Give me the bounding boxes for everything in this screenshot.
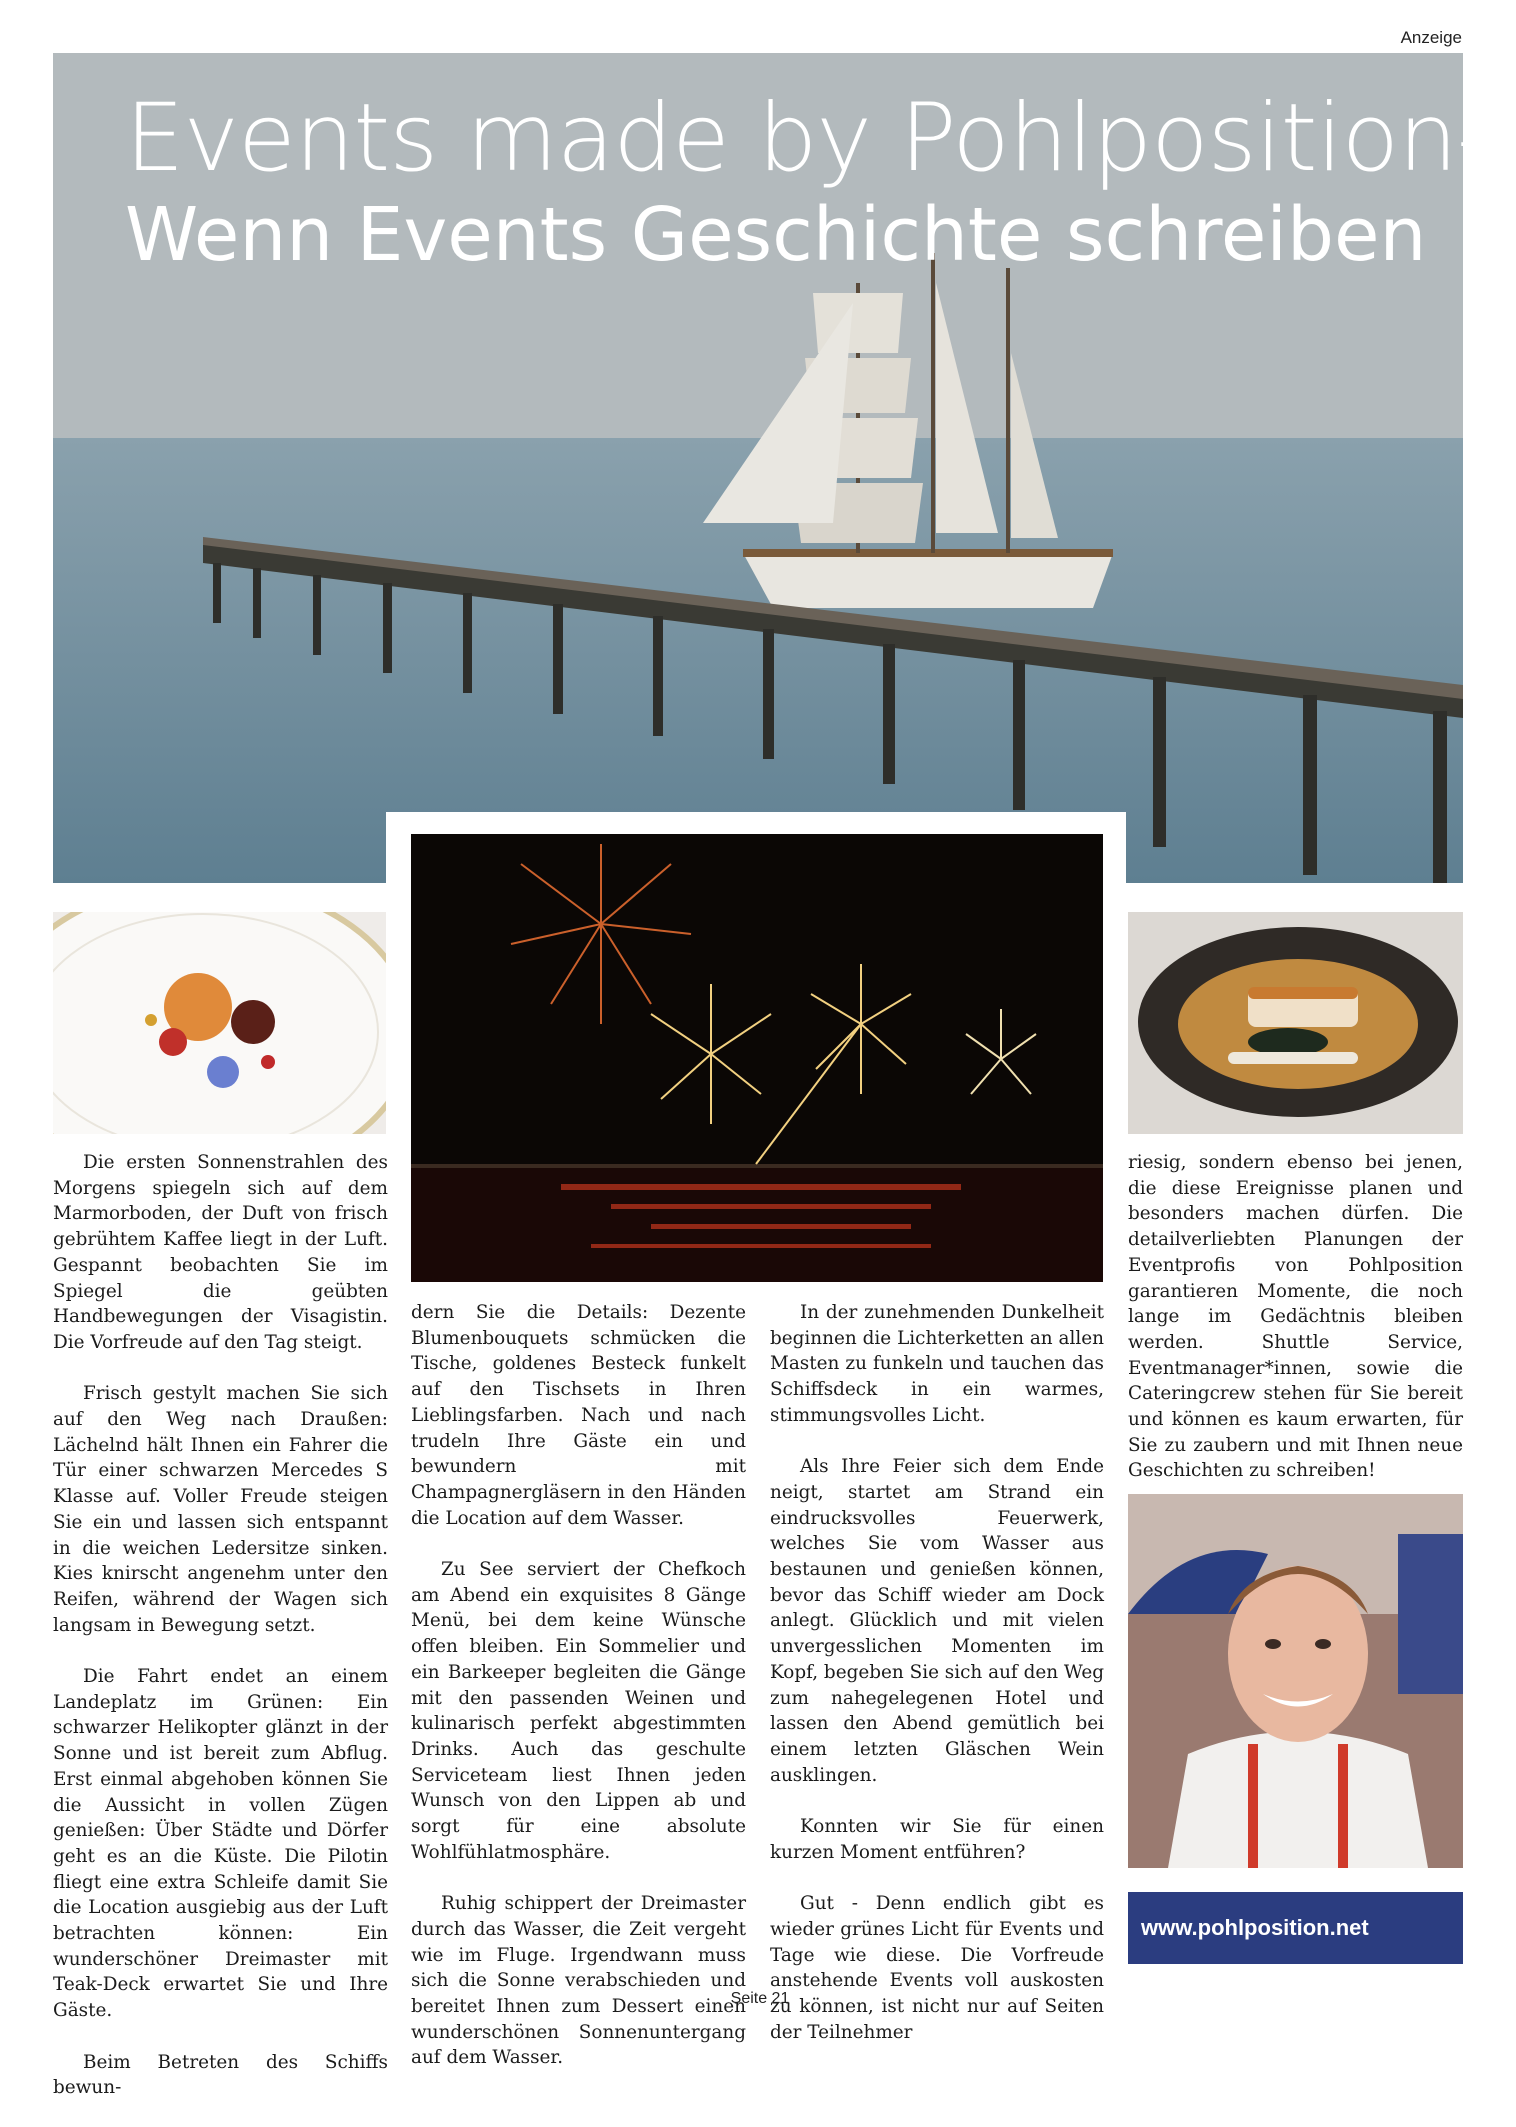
- paragraph: Beim Betreten des Schiffs bewun-: [53, 2051, 388, 2099]
- paragraph: Als Ihre Feier sich dem Ende neigt, startet am Strand ein eindrucksvolles Feuerwerk, welches Sie vom Wasser aus bestaunen und genießen können, bevor das Schiff wieder am Dock anlegt. Glücklich und mit vielen unvergesslichen Momenten im Kopf, begeben Sie sich auf den Weg zum nahegelegenen Hotel und lassen den Abend gemütlich bei einem letzten Gläschen Wein ausklingen.: [770, 1456, 1104, 1786]
- ad-label: Anzeige: [1400, 28, 1462, 47]
- fish-dish-photo: [1128, 912, 1463, 1134]
- paragraph: Die Fahrt endet an einem Landeplatz im Grünen: Ein schwarzer Helikopter glänzt in der Sonne und ist bereit zum Abflug. Erst einmal abgehoben können Sie die Aussicht in vollen Zügen genießen: Über Städte und Dörfer geht es an die Küste. Die Pilotin fliegt eine extra Schleife damit Sie die Location ausgiebig aus der Luft betrachten können: Ein wunderschöner Dreimaster mit Teak-Deck erwartet Sie und Ihre Gäste.: [53, 1666, 388, 2022]
- paragraph: riesig, sondern ebenso bei jenen, die diese Ereignisse planen und besonders machen dürfen. Die detailverliebten Planungen der Eventprofis von Pohlposition garantieren Momente, die noch lange im Gedächtnis bleiben werden. Shuttle Service, Eventmanager*innen, sowie die Cateringcrew stehen für Sie bereit und können es kaum erwarten, für Sie zu zaubern und mit Ihnen neue Geschichten zu schreiben!: [1128, 1152, 1463, 1482]
- text-column-2: [411, 1300, 746, 2097]
- website-link[interactable]: www.pohlposition.net: [1128, 1892, 1463, 1964]
- page-number: Seite 21: [730, 1990, 790, 2007]
- paragraph: dern Sie die Details: Dezente Blumenbouquets schmücken die Tische, goldenes Besteck funkelt auf den Tischsets in Ihren Lieblingsfarben. Nach und nach trudeln Ihre Gäste ein und bewundern mit Champagnergläsern in den Händen die Location auf dem Wasser.: [411, 1302, 746, 1529]
- paragraph: Die ersten Sonnenstrahlen des Morgens spiegeln sich auf dem Marmorboden, der Duft von frisch gebrühtem Kaffee liegt in der Luft. Gespannt beobachten Sie im Spiegel die geübten Handbewegungen der Visagistin. Die Vorfreude auf den Tag steigt.: [53, 1152, 388, 1353]
- headline: [125, 84, 1490, 278]
- chef-portrait-photo: [1128, 1494, 1463, 1868]
- paragraph: In der zunehmenden Dunkelheit beginnen die Lichterketten an allen Masten zu funkeln und tauchen das Schiffsdeck in ein warmes, stimmungsvolles Licht.: [770, 1302, 1104, 1426]
- paragraph: Gut - Denn endlich gibt es wieder grünes Licht für Events und Tage wie diese. Die Vorfreude anstehende Events voll auskosten zu können, ist nicht nur auf Seiten der Teilnehmer: [770, 1893, 1104, 2043]
- fireworks-photo: [411, 834, 1103, 1282]
- paragraph: Konnten wir Sie für einen kurzen Moment entführen?: [770, 1816, 1104, 1863]
- paragraph: Ruhig schippert der Dreimaster durch das Wasser, die Zeit vergeht wie im Fluge. Irgendwann muss sich die Sonne verabschieden und bereitet Ihnen zum Dessert einen wunderschönen Sonnenuntergang auf dem Wasser.: [411, 1893, 746, 2069]
- dessert-photo: [53, 912, 386, 1134]
- text-column-3: [770, 1300, 1104, 2071]
- headline-line-2: Wenn Events Geschichte schreiben: [125, 192, 1427, 278]
- text-column-4: [1128, 1150, 1463, 1510]
- text-column-1: [53, 1150, 388, 2127]
- paragraph: Frisch gestylt machen Sie sich auf den Weg nach Draußen: Lächelnd hält Ihnen ein Fahrer die Tür einer schwarzen Mercedes S Klasse auf. Voller Freude steigen Sie ein und lassen sich entspannt in die weichen Ledersitze sinken. Kies knirscht angenehm unter den Reifen, während der Wagen sich langsam in Bewegung setzt.: [53, 1383, 388, 1636]
- headline-line-1: Events made by Pohlposition-: [125, 84, 1490, 193]
- paragraph: Zu See serviert der Chefkoch am Abend ein exquisites 8 Gänge Menü, bei dem keine Wünsche offen bleiben. Ein Sommelier und ein Barkeeper begleiten die Gänge mit den passenden Weinen und kulinarisch perfekt abgestimmten Drinks. Auch das geschulte Serviceteam liest Ihnen jeden Wunsch von den Lippen ab und sorgt für eine absolute Wohlfühlatmosphäre.: [411, 1559, 746, 1863]
